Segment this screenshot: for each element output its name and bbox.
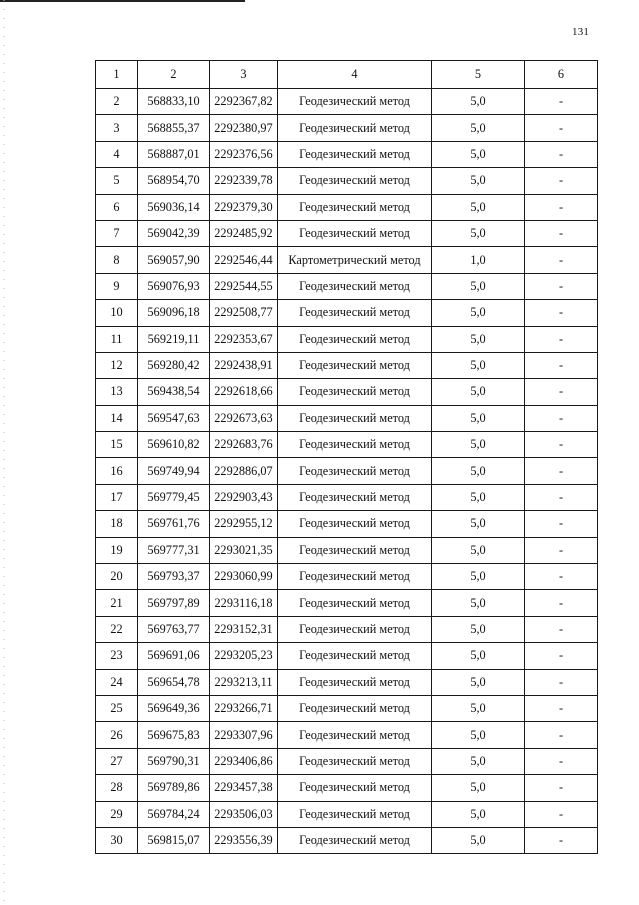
- table-row: [96, 590, 598, 616]
- page-number: 131: [572, 26, 590, 38]
- point-number-cell: 10: [96, 300, 138, 326]
- accuracy-cell: 5,0: [432, 352, 525, 378]
- note-cell: -: [525, 220, 598, 246]
- point-number-cell: 28: [96, 775, 138, 801]
- note-cell: -: [525, 247, 598, 273]
- x-coordinate-cell: 568855,37: [138, 115, 210, 141]
- method-cell: Геодезический метод: [278, 590, 432, 616]
- method-cell: Геодезический метод: [278, 458, 432, 484]
- point-number-cell: 18: [96, 511, 138, 537]
- note-cell: -: [525, 564, 598, 590]
- point-number-cell: 21: [96, 590, 138, 616]
- x-coordinate-cell: 569654,78: [138, 669, 210, 695]
- y-coordinate-cell: 2292673,63: [210, 405, 278, 431]
- x-coordinate-cell: 569815,07: [138, 827, 210, 853]
- y-coordinate-cell: 2293506,03: [210, 801, 278, 827]
- accuracy-cell: 5,0: [432, 194, 525, 220]
- point-number-cell: 25: [96, 695, 138, 721]
- table-row: [96, 511, 598, 537]
- accuracy-cell: 5,0: [432, 168, 525, 194]
- method-cell: Геодезический метод: [278, 432, 432, 458]
- accuracy-cell: 5,0: [432, 379, 525, 405]
- accuracy-cell: 5,0: [432, 722, 525, 748]
- method-cell: Геодезический метод: [278, 352, 432, 378]
- method-cell: Геодезический метод: [278, 748, 432, 774]
- method-cell: Геодезический метод: [278, 827, 432, 853]
- y-coordinate-cell: 2293021,35: [210, 537, 278, 563]
- x-coordinate-cell: 569042,39: [138, 220, 210, 246]
- table-row: [96, 405, 598, 431]
- table-row: [96, 537, 598, 563]
- point-number-cell: 16: [96, 458, 138, 484]
- accuracy-cell: 5,0: [432, 220, 525, 246]
- table-row: [96, 352, 598, 378]
- method-cell: Геодезический метод: [278, 168, 432, 194]
- y-coordinate-cell: 2293116,18: [210, 590, 278, 616]
- point-number-cell: 22: [96, 616, 138, 642]
- point-number-cell: 13: [96, 379, 138, 405]
- method-cell: Геодезический метод: [278, 300, 432, 326]
- table-row: [96, 564, 598, 590]
- x-coordinate-cell: 569749,94: [138, 458, 210, 484]
- x-coordinate-cell: 569675,83: [138, 722, 210, 748]
- x-coordinate-cell: 569790,31: [138, 748, 210, 774]
- x-coordinate-cell: 568954,70: [138, 168, 210, 194]
- x-coordinate-cell: 569691,06: [138, 643, 210, 669]
- accuracy-cell: 5,0: [432, 326, 525, 352]
- x-coordinate-cell: 569438,54: [138, 379, 210, 405]
- x-coordinate-cell: 569797,89: [138, 590, 210, 616]
- y-coordinate-cell: 2293060,99: [210, 564, 278, 590]
- note-cell: -: [525, 590, 598, 616]
- accuracy-cell: 5,0: [432, 458, 525, 484]
- table-row: [96, 695, 598, 721]
- note-cell: -: [525, 326, 598, 352]
- table-row: [96, 141, 598, 167]
- accuracy-cell: 5,0: [432, 669, 525, 695]
- note-cell: -: [525, 801, 598, 827]
- y-coordinate-cell: 2293213,11: [210, 669, 278, 695]
- point-number-cell: 9: [96, 273, 138, 299]
- table-row: [96, 326, 598, 352]
- table-row: [96, 484, 598, 510]
- note-cell: -: [525, 511, 598, 537]
- column-header: 1: [96, 61, 138, 89]
- method-cell: Геодезический метод: [278, 801, 432, 827]
- x-coordinate-cell: 569793,37: [138, 564, 210, 590]
- accuracy-cell: 5,0: [432, 564, 525, 590]
- x-coordinate-cell: 569789,86: [138, 775, 210, 801]
- note-cell: -: [525, 484, 598, 510]
- method-cell: Геодезический метод: [278, 194, 432, 220]
- y-coordinate-cell: 2292367,82: [210, 89, 278, 115]
- table-row: [96, 748, 598, 774]
- column-header: 5: [432, 61, 525, 89]
- x-coordinate-cell: 569610,82: [138, 432, 210, 458]
- column-header: 2: [138, 61, 210, 89]
- point-number-cell: 3: [96, 115, 138, 141]
- point-number-cell: 24: [96, 669, 138, 695]
- scan-edge-line: [0, 0, 245, 2]
- note-cell: -: [525, 616, 598, 642]
- x-coordinate-cell: 568833,10: [138, 89, 210, 115]
- coordinates-table: [95, 60, 598, 854]
- point-number-cell: 26: [96, 722, 138, 748]
- note-cell: -: [525, 748, 598, 774]
- note-cell: -: [525, 352, 598, 378]
- note-cell: -: [525, 141, 598, 167]
- x-coordinate-cell: 568887,01: [138, 141, 210, 167]
- note-cell: -: [525, 405, 598, 431]
- table-row: [96, 827, 598, 853]
- y-coordinate-cell: 2292546,44: [210, 247, 278, 273]
- y-coordinate-cell: 2293152,31: [210, 616, 278, 642]
- table-row: [96, 722, 598, 748]
- point-number-cell: 30: [96, 827, 138, 853]
- column-header: 6: [525, 61, 598, 89]
- accuracy-cell: 1,0: [432, 247, 525, 273]
- y-coordinate-cell: 2293457,38: [210, 775, 278, 801]
- note-cell: -: [525, 194, 598, 220]
- y-coordinate-cell: 2292339,78: [210, 168, 278, 194]
- note-cell: -: [525, 89, 598, 115]
- note-cell: -: [525, 695, 598, 721]
- table-row: [96, 643, 598, 669]
- method-cell: Геодезический метод: [278, 89, 432, 115]
- table-header-row: [96, 61, 598, 89]
- table-row: [96, 775, 598, 801]
- accuracy-cell: 5,0: [432, 405, 525, 431]
- point-number-cell: 15: [96, 432, 138, 458]
- x-coordinate-cell: 569761,76: [138, 511, 210, 537]
- note-cell: -: [525, 827, 598, 853]
- accuracy-cell: 5,0: [432, 432, 525, 458]
- method-cell: Геодезический метод: [278, 511, 432, 537]
- point-number-cell: 6: [96, 194, 138, 220]
- point-number-cell: 19: [96, 537, 138, 563]
- y-coordinate-cell: 2292353,67: [210, 326, 278, 352]
- y-coordinate-cell: 2292618,66: [210, 379, 278, 405]
- x-coordinate-cell: 569649,36: [138, 695, 210, 721]
- method-cell: Геодезический метод: [278, 379, 432, 405]
- accuracy-cell: 5,0: [432, 590, 525, 616]
- x-coordinate-cell: 569547,63: [138, 405, 210, 431]
- x-coordinate-cell: 569076,93: [138, 273, 210, 299]
- table-row: [96, 432, 598, 458]
- point-number-cell: 2: [96, 89, 138, 115]
- note-cell: -: [525, 775, 598, 801]
- method-cell: Геодезический метод: [278, 695, 432, 721]
- point-number-cell: 12: [96, 352, 138, 378]
- accuracy-cell: 5,0: [432, 484, 525, 510]
- note-cell: -: [525, 537, 598, 563]
- y-coordinate-cell: 2292376,56: [210, 141, 278, 167]
- x-coordinate-cell: 569096,18: [138, 300, 210, 326]
- point-number-cell: 29: [96, 801, 138, 827]
- note-cell: -: [525, 669, 598, 695]
- y-coordinate-cell: 2292380,97: [210, 115, 278, 141]
- accuracy-cell: 5,0: [432, 643, 525, 669]
- accuracy-cell: 5,0: [432, 300, 525, 326]
- table-row: [96, 220, 598, 246]
- table-row: [96, 801, 598, 827]
- table-row: [96, 247, 598, 273]
- table-row: [96, 168, 598, 194]
- y-coordinate-cell: 2292886,07: [210, 458, 278, 484]
- table-row: [96, 194, 598, 220]
- point-number-cell: 27: [96, 748, 138, 774]
- y-coordinate-cell: 2292508,77: [210, 300, 278, 326]
- table-row: [96, 669, 598, 695]
- scan-margin-artifact: [3, 0, 5, 905]
- y-coordinate-cell: 2292438,91: [210, 352, 278, 378]
- y-coordinate-cell: 2293307,96: [210, 722, 278, 748]
- method-cell: Геодезический метод: [278, 484, 432, 510]
- x-coordinate-cell: 569784,24: [138, 801, 210, 827]
- accuracy-cell: 5,0: [432, 695, 525, 721]
- accuracy-cell: 5,0: [432, 115, 525, 141]
- x-coordinate-cell: 569280,42: [138, 352, 210, 378]
- table-row: [96, 616, 598, 642]
- y-coordinate-cell: 2293205,23: [210, 643, 278, 669]
- point-number-cell: 11: [96, 326, 138, 352]
- note-cell: -: [525, 273, 598, 299]
- accuracy-cell: 5,0: [432, 141, 525, 167]
- method-cell: Картометрический метод: [278, 247, 432, 273]
- method-cell: Геодезический метод: [278, 537, 432, 563]
- point-number-cell: 14: [96, 405, 138, 431]
- accuracy-cell: 5,0: [432, 537, 525, 563]
- point-number-cell: 17: [96, 484, 138, 510]
- table-row: [96, 89, 598, 115]
- note-cell: -: [525, 722, 598, 748]
- accuracy-cell: 5,0: [432, 748, 525, 774]
- accuracy-cell: 5,0: [432, 89, 525, 115]
- accuracy-cell: 5,0: [432, 827, 525, 853]
- method-cell: Геодезический метод: [278, 141, 432, 167]
- y-coordinate-cell: 2292955,12: [210, 511, 278, 537]
- method-cell: Геодезический метод: [278, 273, 432, 299]
- y-coordinate-cell: 2292903,43: [210, 484, 278, 510]
- y-coordinate-cell: 2292379,30: [210, 194, 278, 220]
- table-row: [96, 115, 598, 141]
- method-cell: Геодезический метод: [278, 326, 432, 352]
- accuracy-cell: 5,0: [432, 775, 525, 801]
- x-coordinate-cell: 569777,31: [138, 537, 210, 563]
- method-cell: Геодезический метод: [278, 564, 432, 590]
- note-cell: -: [525, 168, 598, 194]
- method-cell: Геодезический метод: [278, 115, 432, 141]
- method-cell: Геодезический метод: [278, 722, 432, 748]
- point-number-cell: 5: [96, 168, 138, 194]
- y-coordinate-cell: 2292683,76: [210, 432, 278, 458]
- note-cell: -: [525, 300, 598, 326]
- x-coordinate-cell: 569779,45: [138, 484, 210, 510]
- point-number-cell: 7: [96, 220, 138, 246]
- point-number-cell: 4: [96, 141, 138, 167]
- method-cell: Геодезический метод: [278, 669, 432, 695]
- method-cell: Геодезический метод: [278, 775, 432, 801]
- accuracy-cell: 5,0: [432, 273, 525, 299]
- point-number-cell: 20: [96, 564, 138, 590]
- note-cell: -: [525, 643, 598, 669]
- point-number-cell: 8: [96, 247, 138, 273]
- x-coordinate-cell: 569057,90: [138, 247, 210, 273]
- method-cell: Геодезический метод: [278, 616, 432, 642]
- x-coordinate-cell: 569219,11: [138, 326, 210, 352]
- accuracy-cell: 5,0: [432, 511, 525, 537]
- method-cell: Геодезический метод: [278, 220, 432, 246]
- table-row: [96, 300, 598, 326]
- column-header: 3: [210, 61, 278, 89]
- y-coordinate-cell: 2293556,39: [210, 827, 278, 853]
- table-row: [96, 379, 598, 405]
- note-cell: -: [525, 458, 598, 484]
- x-coordinate-cell: 569036,14: [138, 194, 210, 220]
- note-cell: -: [525, 115, 598, 141]
- note-cell: -: [525, 432, 598, 458]
- point-number-cell: 23: [96, 643, 138, 669]
- x-coordinate-cell: 569763,77: [138, 616, 210, 642]
- y-coordinate-cell: 2292485,92: [210, 220, 278, 246]
- y-coordinate-cell: 2293406,86: [210, 748, 278, 774]
- y-coordinate-cell: 2292544,55: [210, 273, 278, 299]
- table-row: [96, 273, 598, 299]
- table-row: [96, 458, 598, 484]
- note-cell: -: [525, 379, 598, 405]
- column-header: 4: [278, 61, 432, 89]
- method-cell: Геодезический метод: [278, 643, 432, 669]
- method-cell: Геодезический метод: [278, 405, 432, 431]
- y-coordinate-cell: 2293266,71: [210, 695, 278, 721]
- table-body: [96, 89, 598, 854]
- accuracy-cell: 5,0: [432, 801, 525, 827]
- accuracy-cell: 5,0: [432, 616, 525, 642]
